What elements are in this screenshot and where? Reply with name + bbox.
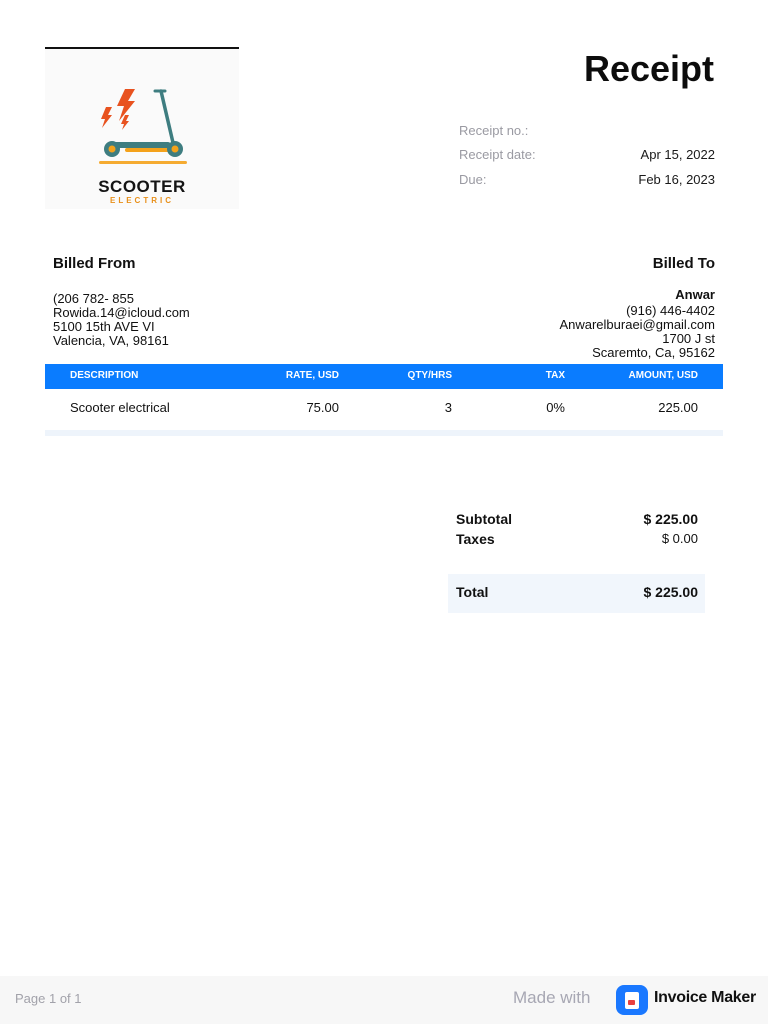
due-date-row bbox=[459, 172, 715, 190]
item-description: Scooter electrical bbox=[70, 400, 170, 415]
due-date-value: Feb 16, 2023 bbox=[638, 172, 715, 187]
col-header-description: DESCRIPTION bbox=[70, 370, 139, 381]
billed-to-heading: Billed To bbox=[652, 255, 715, 272]
col-header-amount: AMOUNT, USD bbox=[628, 370, 698, 381]
receipt-date-row bbox=[459, 147, 715, 165]
total-label: Total bbox=[456, 584, 489, 600]
items-table-header bbox=[45, 364, 723, 389]
due-date-label: Due: bbox=[459, 172, 487, 187]
electric-scooter-icon bbox=[95, 87, 191, 169]
billed-from-block bbox=[53, 292, 190, 348]
table-bottom-band bbox=[45, 430, 723, 436]
billed-to-block bbox=[559, 288, 715, 360]
col-header-qty: QTY/HRS bbox=[407, 370, 452, 381]
col-header-tax: TAX bbox=[545, 370, 565, 381]
billed-to-address-line-2: Scaremto, Ca, 95162 bbox=[592, 345, 715, 360]
logo-name: SCOOTER bbox=[98, 177, 186, 196]
receipt-number-label: Receipt no.: bbox=[459, 123, 529, 138]
billed-to-name: Anwar bbox=[675, 287, 715, 302]
item-qty: 3 bbox=[444, 400, 452, 415]
item-rate: 75.00 bbox=[306, 400, 339, 415]
billed-to-email: Anwarelburaei@gmail.com bbox=[559, 317, 715, 332]
receipt-number-row bbox=[459, 123, 715, 141]
page-title: Receipt bbox=[583, 48, 714, 89]
billed-from-address-line-1: 5100 15th AVE VI bbox=[53, 319, 155, 334]
subtotal-label: Subtotal bbox=[456, 511, 512, 527]
item-amount: 225.00 bbox=[658, 400, 698, 415]
subtotal-value: $ 225.00 bbox=[643, 511, 698, 527]
logo-tagline: ELECTRIC bbox=[110, 196, 174, 205]
made-with-label: Made with bbox=[513, 988, 591, 1007]
billed-from-heading: Billed From bbox=[53, 255, 136, 272]
col-header-rate: RATE, USD bbox=[285, 370, 339, 381]
billed-from-email: Rowida.14@icloud.com bbox=[53, 305, 190, 320]
page-footer bbox=[0, 976, 768, 1024]
billed-to-phone: (916) 446-4402 bbox=[626, 303, 715, 318]
taxes-label: Taxes bbox=[456, 531, 495, 547]
billed-to-address-line-1: 1700 J st bbox=[662, 331, 715, 346]
total-value: $ 225.00 bbox=[643, 584, 698, 600]
receipt-date-label: Receipt date: bbox=[459, 147, 536, 162]
invoice-maker-brand-link[interactable]: Invoice Maker bbox=[654, 989, 756, 1006]
item-tax: 0% bbox=[546, 400, 565, 415]
table-row bbox=[45, 389, 723, 427]
invoice-maker-logo-icon[interactable] bbox=[616, 985, 648, 1015]
receipt-date-value: Apr 15, 2022 bbox=[640, 147, 715, 162]
company-logo bbox=[45, 49, 239, 209]
taxes-value: $ 0.00 bbox=[661, 531, 698, 546]
billed-from-address-line-2: Valencia, VA, 98161 bbox=[53, 333, 169, 348]
page-indicator: Page 1 of 1 bbox=[15, 991, 82, 1006]
billed-from-phone: (206 782- 855 bbox=[53, 291, 134, 306]
